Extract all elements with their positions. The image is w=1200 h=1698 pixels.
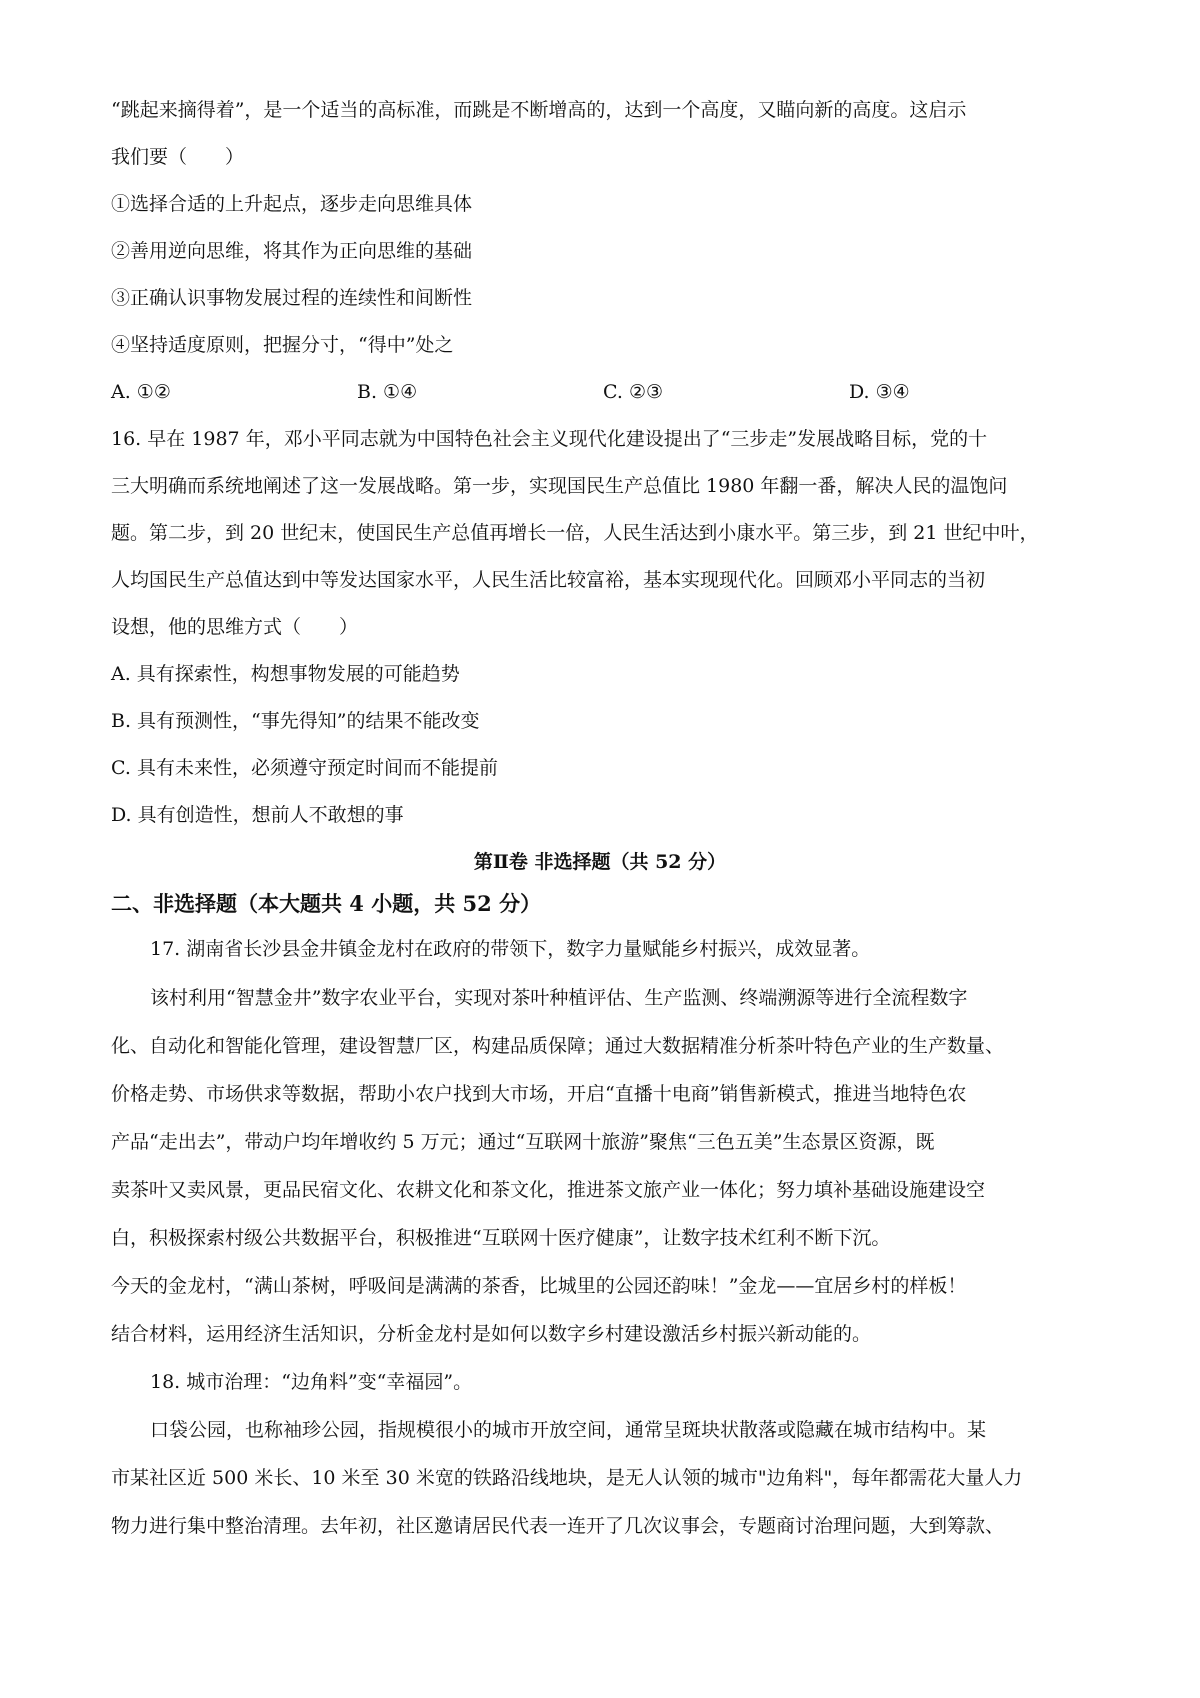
q18-line-1: 18. 城市治理：“边角料”变“幸福园”。 (150, 1371, 473, 1393)
q16-stem-line-5: 设想，他的思维方式（ ） (111, 616, 359, 638)
q16-stem-line-1: 16. 早在 1987 年，邓小平同志就为中国特色社会主义现代化建设提出了“三步走”发展战略目标，党的十 (111, 428, 988, 450)
part2-title: 第Ⅱ卷 非选择题（共 52 分） (473, 851, 727, 873)
q16-option-d: D. 具有创造性，想前人不敢想的事 (111, 804, 404, 826)
q17-line-8: 今天的金龙村，“满山茶树，呼吸间是满满的茶香，比城里的公园还韵味！”金龙——宜居乡村的样板！ (111, 1275, 967, 1297)
q15-option-b: B. ①④ (357, 381, 418, 403)
q15-option-c: C. ②③ (603, 381, 664, 403)
q16-option-a: A. 具有探索性，构想事物发展的可能趋势 (111, 663, 460, 685)
q16-stem-line-3: 题。第二步，到 20 世纪末，使国民生产总值再增长一倍，人民生活达到小康水平。第三步，到 21 世纪中叶， (111, 522, 1039, 544)
q17-line-3: 化、自动化和智能化管理，建设智慧厂区，构建品质保障；通过大数据精准分析茶叶特色产业的生产数量、 (111, 1035, 1005, 1057)
q17-line-6: 卖茶叶又卖风景，更品民宿文化、农耕文化和茶文化，推进茶文旅产业一体化；努力填补基础设施建设空 (111, 1179, 986, 1201)
q17-line-2: 该村利用“智慧金井”数字农业平台，实现对茶叶种植评估、生产监测、终端溯源等进行全流程数字 (150, 987, 968, 1009)
q16-option-c: C. 具有未来性，必须遵守预定时间而不能提前 (111, 757, 498, 779)
q15-stem-line-1: “跳起来摘得着”，是一个适当的高标准，而跳是不断增高的，达到一个高度，又瞄向新的高度。这启示 (111, 99, 967, 121)
q15-statement-1: ①选择合适的上升起点，逐步走向思维具体 (111, 193, 473, 215)
section-heading: 二、非选择题（本大题共 4 小题，共 52 分） (111, 891, 542, 916)
q15-statement-4: ④坚持适度原则，把握分寸，“得中”处之 (111, 334, 454, 356)
q16-option-b: B. 具有预测性，“事先得知”的结果不能改变 (111, 710, 480, 732)
q15-option-a: A. ①② (111, 381, 171, 403)
q18-line-4: 物力进行集中整治清理。去年初，社区邀请居民代表一连开了几次议事会，专题商讨治理问题，大到筹款、 (111, 1515, 1005, 1537)
q17-line-5: 产品“走出去”，带动户均年增收约 5 万元；通过“互联网十旅游”聚焦“三色五美”生态景区资源，既 (111, 1131, 935, 1153)
q15-option-d: D. ③④ (849, 381, 910, 403)
q16-stem-line-4: 人均国民生产总值达到中等发达国家水平，人民生活比较富裕，基本实现现代化。回顾邓小平同志的当初 (111, 569, 986, 591)
q17-line-4: 价格走势、市场供求等数据，帮助小农户找到大市场，开启“直播十电商”销售新模式，推进当地特色农 (111, 1083, 967, 1105)
q18-line-2: 口袋公园，也称袖珍公园，指规模很小的城市开放空间，通常呈斑块状散落或隐藏在城市结构中。某 (150, 1419, 987, 1441)
q18-line-3: 市某社区近 500 米长、10 米至 30 米宽的铁路沿线地块，是无人认领的城市"边角料"，每年都需花大量人力 (111, 1467, 1023, 1489)
q15-stem-line-2: 我们要（ ） (111, 146, 245, 168)
q17-question: 结合材料，运用经济生活知识，分析金龙村是如何以数字乡村建设激活乡村振兴新动能的。 (111, 1323, 872, 1345)
q16-stem-line-2: 三大明确而系统地阐述了这一发展战略。第一步，实现国民生产总值比 1980 年翻一番，解决人民的温饱问 (111, 475, 1008, 497)
q17-line-7: 白，积极探索村级公共数据平台，积极推进“互联网十医疗健康”，让数字技术红利不断下沉。 (111, 1227, 891, 1249)
q15-statement-2: ②善用逆向思维，将其作为正向思维的基础 (111, 240, 473, 262)
q17-line-1: 17. 湖南省长沙县金井镇金龙村在政府的带领下，数字力量赋能乡村振兴，成效显著。 (150, 938, 871, 960)
q15-statement-3: ③正确认识事物发展过程的连续性和间断性 (111, 287, 473, 309)
